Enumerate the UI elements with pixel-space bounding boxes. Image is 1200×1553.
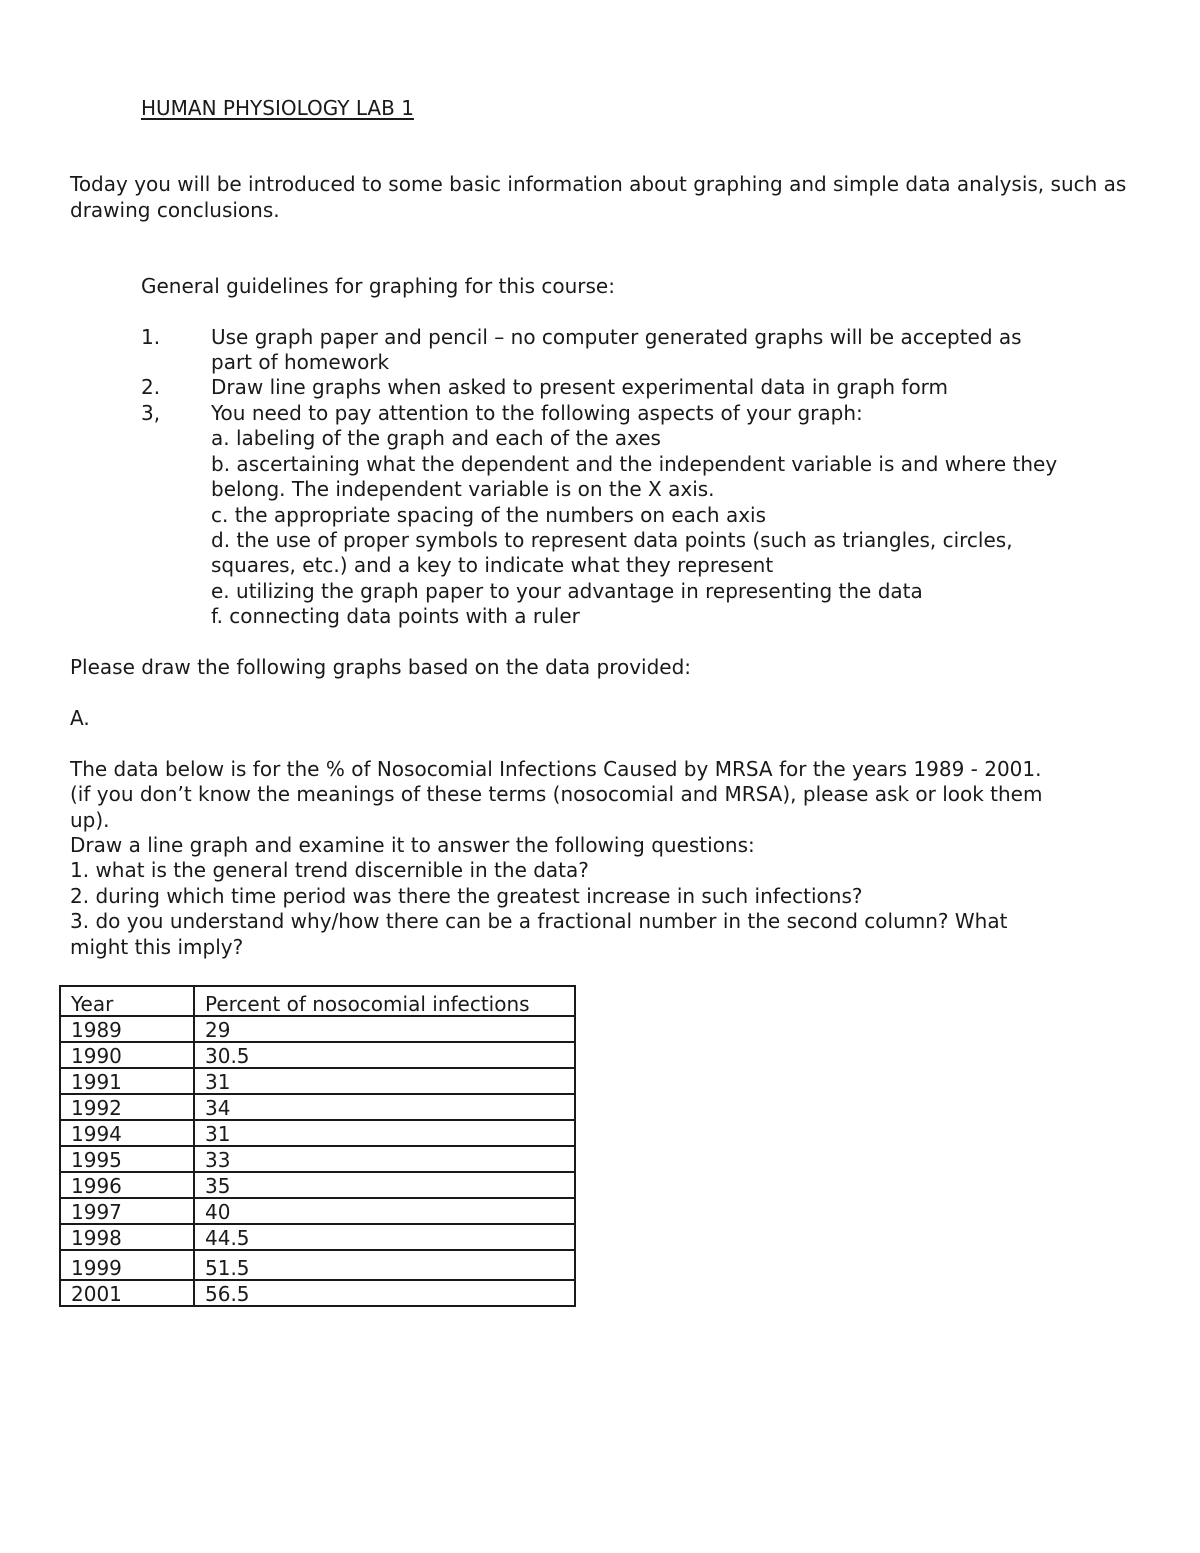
guideline-text: Use graph paper and pencil – no computer generated graphs will be accepted as: [211, 325, 1022, 349]
table-row: [60, 1250, 575, 1280]
guideline-number: 1.: [141, 325, 161, 349]
table-row: [60, 1198, 575, 1224]
table-row: [60, 1224, 575, 1250]
table-cell-percent: 56.5: [194, 1280, 575, 1306]
table-cell-percent: 31: [194, 1068, 575, 1094]
section-a-line: 3. do you understand why/how there can be a fractional number in the second column? What: [70, 909, 1008, 933]
table-cell-year: 1999: [60, 1250, 194, 1280]
table-cell-percent: 51.5: [194, 1250, 575, 1280]
table-row: [60, 1042, 575, 1068]
table-cell-year: 1998: [60, 1224, 194, 1250]
section-a-label: A.: [70, 706, 90, 730]
table-cell-year: 1996: [60, 1172, 194, 1198]
guideline-subitem: d. the use of proper symbols to represent data points (such as triangles, circles,: [211, 528, 1013, 552]
guideline-subitem: belong. The independent variable is on the X axis.: [211, 477, 715, 501]
table-header-cell: Percent of nosocomial infections: [194, 986, 575, 1016]
section-a-line: 2. during which time period was there the greatest increase in such infections?: [70, 884, 863, 908]
guideline-subitem: a. labeling of the graph and each of the axes: [211, 426, 661, 450]
guideline-subitem: f. connecting data points with a ruler: [211, 604, 580, 628]
guideline-subitem: squares, etc.) and a key to indicate what they represent: [211, 553, 774, 577]
page-title: HUMAN PHYSIOLOGY LAB 1: [141, 96, 414, 120]
guidelines-heading: General guidelines for graphing for this course:: [141, 274, 615, 298]
table-cell-year: 2001: [60, 1280, 194, 1306]
guideline-text: Draw line graphs when asked to present experimental data in graph form: [211, 375, 949, 399]
table-cell-year: 1990: [60, 1042, 194, 1068]
guideline-text: You need to pay attention to the following aspects of your graph:: [211, 401, 863, 425]
table-cell-percent: 31: [194, 1120, 575, 1146]
section-a-line: Draw a line graph and examine it to answer the following questions:: [70, 833, 755, 857]
instruction-text: Please draw the following graphs based on the data provided:: [70, 655, 692, 679]
section-a-line: The data below is for the % of Nosocomial Infections Caused by MRSA for the years 1989 - 2001.: [70, 757, 1042, 781]
table-cell-year: 1991: [60, 1068, 194, 1094]
table-row: [60, 1172, 575, 1198]
guideline-text: part of homework: [211, 350, 390, 374]
table-cell-percent: 44.5: [194, 1224, 575, 1250]
table-row: [60, 1120, 575, 1146]
guideline-subitem: b. ascertaining what the dependent and the independent variable is and where they: [211, 452, 1058, 476]
guideline-number: 2.: [141, 375, 161, 399]
section-a-line: (if you don’t know the meanings of these terms (nosocomial and MRSA), please ask or look them: [70, 782, 1043, 806]
section-a-line: 1. what is the general trend discernible in the data?: [70, 858, 589, 882]
table-cell-year: 1997: [60, 1198, 194, 1224]
table-cell-percent: 35: [194, 1172, 575, 1198]
table-header-cell: Year: [60, 986, 194, 1016]
table-row: [60, 1016, 575, 1042]
table-row: [60, 1094, 575, 1120]
table-cell-percent: 34: [194, 1094, 575, 1120]
data-table: [59, 985, 576, 1307]
intro-paragraph: Today you will be introduced to some basic information about graphing and simple data analysis, such as drawing conclusions.: [70, 172, 1127, 222]
table-row: [60, 1068, 575, 1094]
table-cell-year: 1989: [60, 1016, 194, 1042]
table-cell-percent: 30.5: [194, 1042, 575, 1068]
table-header-row: [60, 986, 575, 1016]
table-row: [60, 1280, 575, 1306]
table-row: [60, 1146, 575, 1172]
section-a-line: up).: [70, 808, 110, 832]
guideline-subitem: c. the appropriate spacing of the numbers on each axis: [211, 503, 767, 527]
table-cell-year: 1995: [60, 1146, 194, 1172]
section-a-line: might this imply?: [70, 935, 244, 959]
table-cell-year: 1992: [60, 1094, 194, 1120]
guideline-subitem: e. utilizing the graph paper to your advantage in representing the data: [211, 579, 923, 603]
table-cell-percent: 33: [194, 1146, 575, 1172]
guideline-number: 3,: [141, 401, 161, 425]
table-cell-percent: 40: [194, 1198, 575, 1224]
table-cell-percent: 29: [194, 1016, 575, 1042]
table-cell-year: 1994: [60, 1120, 194, 1146]
